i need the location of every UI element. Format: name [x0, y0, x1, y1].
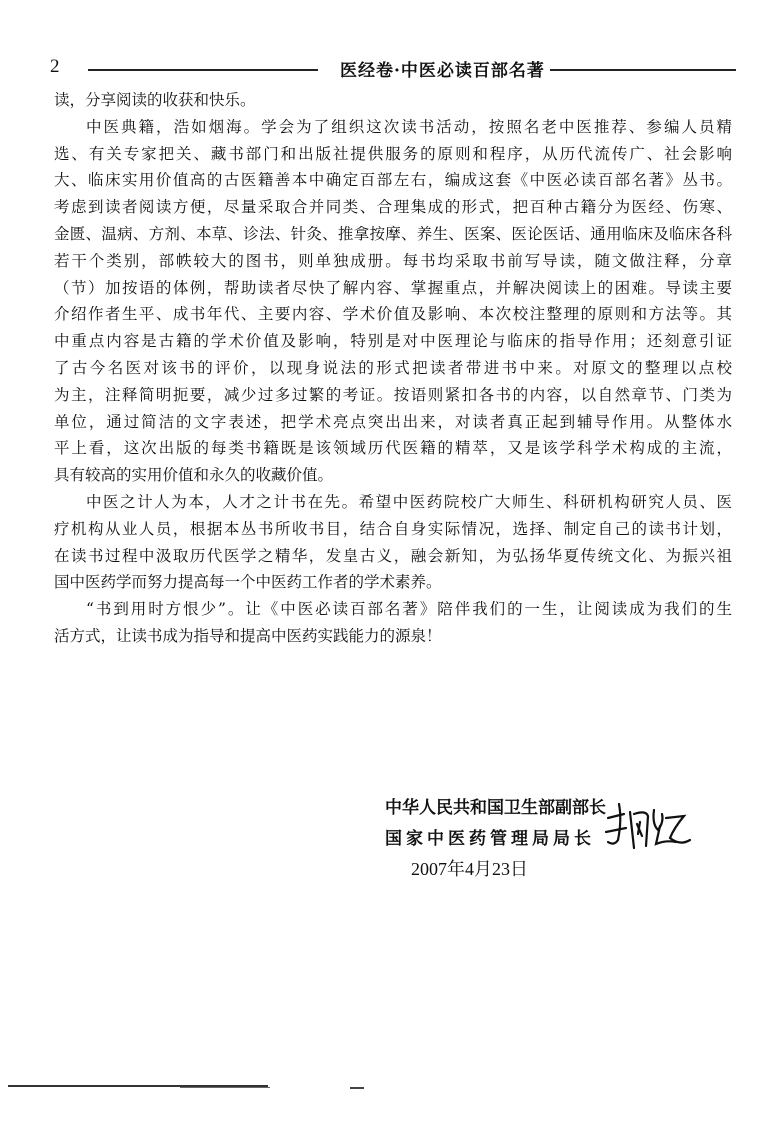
- text-line: 平上看，这次出版的每类书籍既是该领域历代医籍的精萃，又是该学科学术构成的主流，: [54, 439, 732, 458]
- header-title: 医经卷·中医必读百部名著: [340, 61, 545, 81]
- text-line: 中医典籍，浩如烟海。学会为了组织这次读书活动，按照名老中医推荐、参编人员精: [86, 117, 732, 136]
- text-line: 具有较高的实用价值和永久的收藏价值。: [54, 466, 334, 485]
- signer-title-2: 国家中医药管理局局长: [385, 828, 595, 849]
- body-text: [54, 87, 732, 650]
- text-line: 金匮、温病、方剂、本草、诊法、针灸、推拿按摩、养生、医案、医论医话、通用临床及临床各科: [54, 224, 732, 243]
- header-rule-left: [88, 69, 318, 71]
- text-line: 了古今名医对该书的评价，以现身说法的形式把读者带进书中来。对原文的整理以点校: [54, 358, 732, 377]
- text-line: 活方式，让读书成为指导和提高中医药实践能力的源泉！: [54, 626, 442, 645]
- text-line: 读，分享阅读的收获和快乐。: [54, 91, 256, 109]
- text-line: “书到用时方恨少”。让《中医必读百部名著》陪伴我们的一生，让阅读成为我们的生: [86, 600, 732, 619]
- running-header: [50, 56, 736, 82]
- handwritten-signature: [604, 800, 694, 860]
- text-line: 考虑到读者阅读方便，尽量采取合并同类、合理集成的形式，把百种古籍分为医经、伤寒、: [54, 198, 732, 217]
- text-line: 疗机构从业人员，根据本丛书所收书目，结合自身实际情况，选择、制定自己的读书计划，: [54, 519, 732, 538]
- text-line: 介绍作者生平、成书年代、主要内容、学术价值及影响、本次校注整理的原则和方法等。其: [54, 305, 732, 324]
- text-line: 大、临床实用价值高的古医籍善本中确定百部左右，编成这套《中医必读百部名著》丛书。: [54, 171, 732, 190]
- header-rule-right: [550, 69, 736, 71]
- page-number: 2: [50, 56, 60, 77]
- text-line: 为主，注释简明扼要，减少过多过繁的考证。按语则紧扣各书的内容，以自然章节、门类为: [54, 385, 732, 404]
- text-line: 选、有关专家把关、藏书部门和出版社提供服务的原则和程序，从历代流传广、社会影响: [54, 144, 732, 163]
- text-line: 若干个类别，部帙较大的图书，则单独成册。每书均采取书前写导读，随文做注释，分章: [54, 251, 732, 270]
- text-line: 中医之计人为本，人才之计书在先。希望中医药院校广大师生、科研机构研究人员、医: [86, 492, 732, 511]
- signature-date: 2007年4月23日: [411, 859, 528, 879]
- text-line: （节）加按语的体例，帮助读者尽快了解内容、掌握重点，并解决阅读上的困难。导读主要: [54, 278, 732, 297]
- text-line: 单位，通过简洁的文字表述，把学术亮点突出出来，对读者真正起到辅导作用。从整体水: [54, 412, 732, 431]
- text-line: 中重点内容是古籍的学术价值及影响，特别是对中医理论与临床的指导作用；还刻意引证: [54, 332, 732, 351]
- scan-edge-line: [180, 1087, 270, 1088]
- signer-title-1: 中华人民共和国卫生部副部长: [385, 798, 606, 818]
- text-line: 在读书过程中汲取历代医学之精华，发皇古义，融会新知，为弘扬华夏传统文化、为振兴祖: [54, 546, 732, 565]
- scan-edge-mark: [350, 1087, 364, 1089]
- text-line: 国中医药学而努力提高每一个中医药工作者的学术素养。: [54, 573, 442, 592]
- signature-block: [385, 793, 605, 885]
